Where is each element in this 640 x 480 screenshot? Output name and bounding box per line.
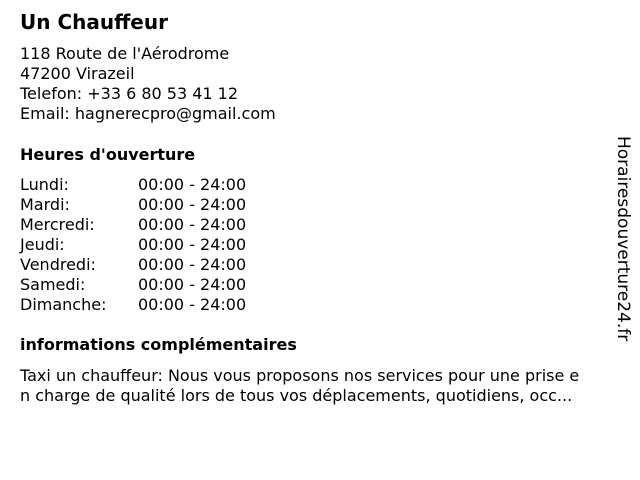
time-range: 00:00 - 24:00 — [138, 215, 247, 234]
day-label: Mardi: — [20, 195, 70, 214]
contact-block — [20, 44, 276, 124]
day-label: Samedi: — [20, 275, 86, 294]
phone-line: Telefon: +33 6 80 53 41 12 — [20, 84, 239, 103]
day-label: Jeudi: — [20, 235, 65, 254]
day-label: Lundi: — [20, 175, 69, 194]
time-range: 00:00 - 24:00 — [138, 255, 247, 274]
day-label: Vendredi: — [20, 255, 96, 274]
address-street: 118 Route de l'Aérodrome — [20, 44, 230, 63]
description-line: n charge de qualité lors de tous vos déplacements, quotidiens, occ... — [20, 386, 573, 405]
business-name: Un Chauffeur — [20, 10, 168, 34]
hours-row-sunday — [20, 295, 280, 315]
time-range: 00:00 - 24:00 — [138, 195, 247, 214]
time-range: 00:00 - 24:00 — [138, 295, 247, 314]
hours-row-saturday — [20, 275, 280, 295]
hours-row-tuesday — [20, 195, 280, 215]
site-watermark: Horairesdouverture24.fr — [613, 136, 633, 342]
day-label: Dimanche: — [20, 295, 107, 314]
email-line: Email: hagnerecpro@gmail.com — [20, 104, 276, 123]
hours-row-thursday — [20, 235, 280, 255]
time-range: 00:00 - 24:00 — [138, 235, 247, 254]
address-city: 47200 Virazeil — [20, 64, 135, 83]
hours-row-monday — [20, 175, 280, 195]
description-line: Taxi un chauffeur: Nous vous proposons nos services pour une prise e — [20, 366, 580, 385]
time-range: 00:00 - 24:00 — [138, 175, 247, 194]
hours-row-friday — [20, 255, 280, 275]
time-range: 00:00 - 24:00 — [138, 275, 247, 294]
opening-hours-list — [20, 175, 280, 315]
additional-info-text — [20, 366, 579, 406]
opening-hours-heading: Heures d'ouverture — [20, 145, 196, 164]
hours-row-wednesday — [20, 215, 280, 235]
additional-info-heading: informations complémentaires — [20, 335, 297, 354]
day-label: Mercredi: — [20, 215, 95, 234]
